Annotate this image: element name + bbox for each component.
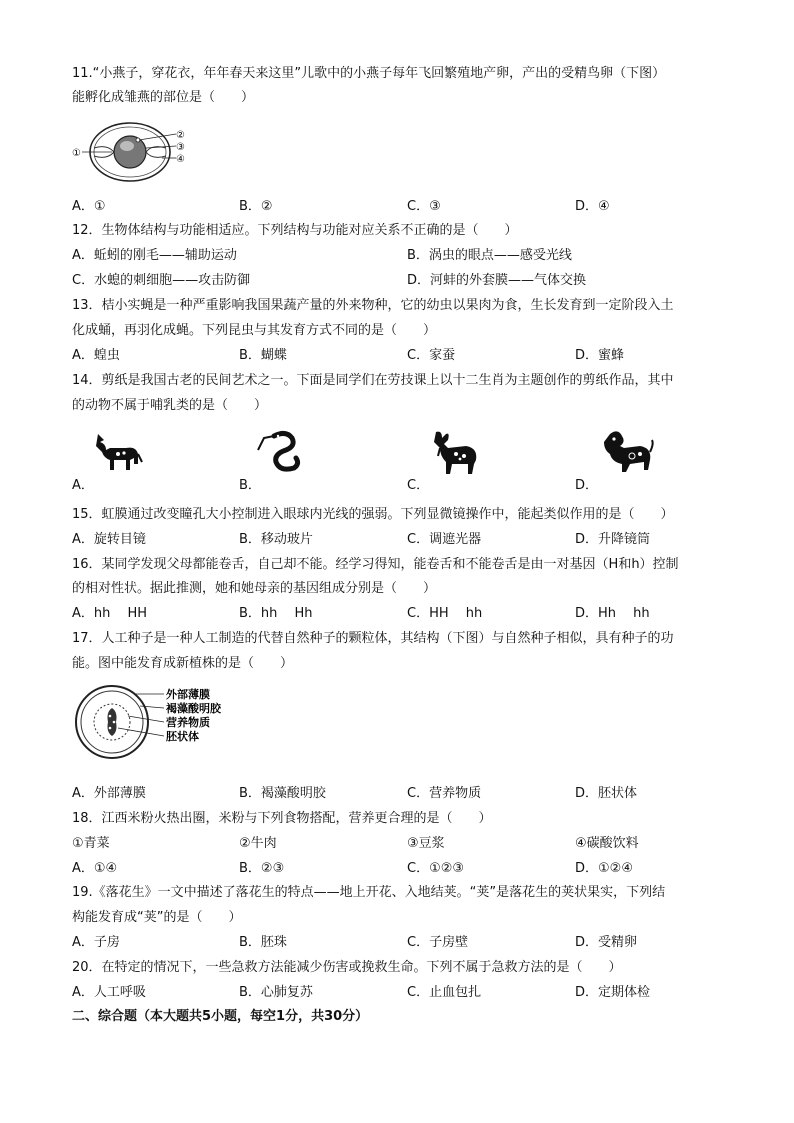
q14-option-d[interactable]: D． [575,478,599,493]
q16-option-b[interactable]: B．hh Hh [239,606,313,621]
q18-food-2: ②牛肉 [239,836,277,851]
q17-option-b[interactable]: B．褐藻酸明胶 [239,786,326,801]
q18-option-c[interactable]: C．①②③ [407,861,465,876]
q11-option-d[interactable]: D．④ [575,199,610,214]
q18-option-a[interactable]: A．①④ [72,861,118,876]
q15-option-d[interactable]: D．升降镜筒 [575,532,651,547]
ox-papercut-icon[interactable] [92,428,144,474]
q14-option-c[interactable]: C． [407,478,430,493]
q17-option-d[interactable]: D．胚状体 [575,786,638,801]
q20-option-b[interactable]: B．心肺复苏 [239,985,313,1000]
q14-option-b[interactable]: B． [239,478,261,493]
q11-option-b[interactable]: B．② [239,199,273,214]
q14-option-a[interactable]: A． [72,478,94,493]
q19-stem-line2: 构能发育成“荚”的是（ ） [72,910,242,925]
q11-option-a[interactable]: A．① [72,199,106,214]
q12-option-c[interactable]: C．水螅的刺细胞——攻击防御 [72,273,251,288]
egg-label-1: ① [72,148,81,159]
q18-option-b[interactable]: B．②③ [239,861,285,876]
egg-label-2: ② [176,130,185,141]
q16-option-d[interactable]: D．Hh hh [575,606,650,621]
artificial-seed-diagram [72,682,242,762]
q19-stem-line1: 19.《落花生》一文中描述了落花生的特点——地上开花、入地结荚。“荚”是落花生的荚状果实，下列结 [72,885,666,900]
seed-label-embryoid: 胚状体 [166,730,199,743]
q11-option-c[interactable]: C．③ [407,199,441,214]
seed-label-nutrients: 营养物质 [166,716,210,729]
egg-label-3: ③ [176,142,185,153]
q16-stem-line1: 16．某同学发现父母都能卷舌，自己却不能。经学习得知，能卷舌和不能卷舌是由一对基因（H和h）控制 [72,557,679,572]
q12-option-a[interactable]: A．蚯蚓的刚毛——辅助运动 [72,248,237,263]
q18-stem: 18．江西米粉火热出圈，米粉与下列食物搭配，营养更合理的是（ ） [72,811,492,826]
q15-option-b[interactable]: B．移动玻片 [239,532,313,547]
q20-option-c[interactable]: C．止血包扎 [407,985,482,1000]
q13-option-c[interactable]: C．家蚕 [407,348,456,363]
q17-stem-line2: 能。图中能发育成新植株的是（ ） [72,656,294,671]
egg-label-4: ④ [176,154,185,165]
seed-label-outer-film: 外部薄膜 [166,688,210,701]
q12-stem: 12．生物体结构与功能相适应。下列结构与功能对应关系不正确的是（ ） [72,223,518,238]
q15-option-a[interactable]: A．旋转目镜 [72,532,146,547]
dog-papercut-icon[interactable] [596,426,656,478]
q15-stem: 15．虹膜通过改变瞳孔大小控制进入眼球内光线的强弱。下列显微镜操作中，能起类似作用的是（ ） [72,507,674,522]
q18-food-4: ④碳酸饮料 [575,836,639,851]
q13-option-b[interactable]: B．蝴蝶 [239,348,287,363]
q19-option-c[interactable]: C．子房壁 [407,935,469,950]
q14-stem-line2: 的动物不属于哺乳类的是（ ） [72,398,268,413]
q20-option-d[interactable]: D．定期体检 [575,985,651,1000]
q16-option-c[interactable]: C．HH hh [407,606,483,621]
seed-label-alginate: 褐藻酸明胶 [166,702,221,715]
q11-stem-line2: 能孵化成雏燕的部位是（ ） [72,90,255,105]
q17-stem-line1: 17．人工种子是一种人工制造的代替自然种子的颗粒体，其结构（下图）与自然种子相似，具有种子的功 [72,631,674,646]
q16-option-a[interactable]: A．hh HH [72,606,148,621]
q13-option-a[interactable]: A．蝗虫 [72,348,120,363]
q12-option-d[interactable]: D．河蚌的外套膜——气体交换 [407,273,587,288]
bird-egg-diagram [72,118,192,186]
q18-food-3: ③豆浆 [407,836,445,851]
q17-option-a[interactable]: A．外部薄膜 [72,786,146,801]
q20-option-a[interactable]: A．人工呼吸 [72,985,146,1000]
q14-stem-line1: 14．剪纸是我国古老的民间艺术之一。下面是同学们在劳技课上以十二生肖为主题创作的剪纸作品，其中 [72,373,674,388]
q13-stem-line1: 13．桔小实蝇是一种严重影响我国果蔬产量的外来物种，它的幼虫以果肉为食，生长发育到一定阶段入土 [72,298,674,313]
q13-stem-line2: 化成蛹，再羽化成蝇。下列昆虫与其发育方式不同的是（ ） [72,323,437,338]
q18-option-d[interactable]: D．①②④ [575,861,633,876]
goat-papercut-icon[interactable] [428,428,482,478]
q15-option-c[interactable]: C．调遮光器 [407,532,482,547]
q19-option-b[interactable]: B．胚珠 [239,935,287,950]
q13-option-d[interactable]: D．蜜蜂 [575,348,625,363]
q11-stem-line1: 11.“小燕子，穿花衣，年年春天来这里”儿歌中的小燕子每年飞回繁殖地产卵，产出的受精鸟卵（下图） [72,66,666,81]
q16-stem-line2: 的相对性状。据此推测，她和她母亲的基因组成分别是（ ） [72,581,437,596]
q12-option-b[interactable]: B．涡虫的眼点——感受光线 [407,248,572,263]
q19-option-d[interactable]: D．受精卵 [575,935,638,950]
q20-stem: 20．在特定的情况下，一些急救方法能减少伤害或挽救生命。下列不属于急救方法的是（ ） [72,960,622,975]
section-2-heading: 二、综合题（本大题共5小题，每空1分，共30分） [72,1009,369,1024]
q18-food-1: ①青菜 [72,836,110,851]
q19-option-a[interactable]: A．子房 [72,935,120,950]
q17-option-c[interactable]: C．营养物质 [407,786,482,801]
snake-papercut-icon[interactable] [256,428,308,478]
